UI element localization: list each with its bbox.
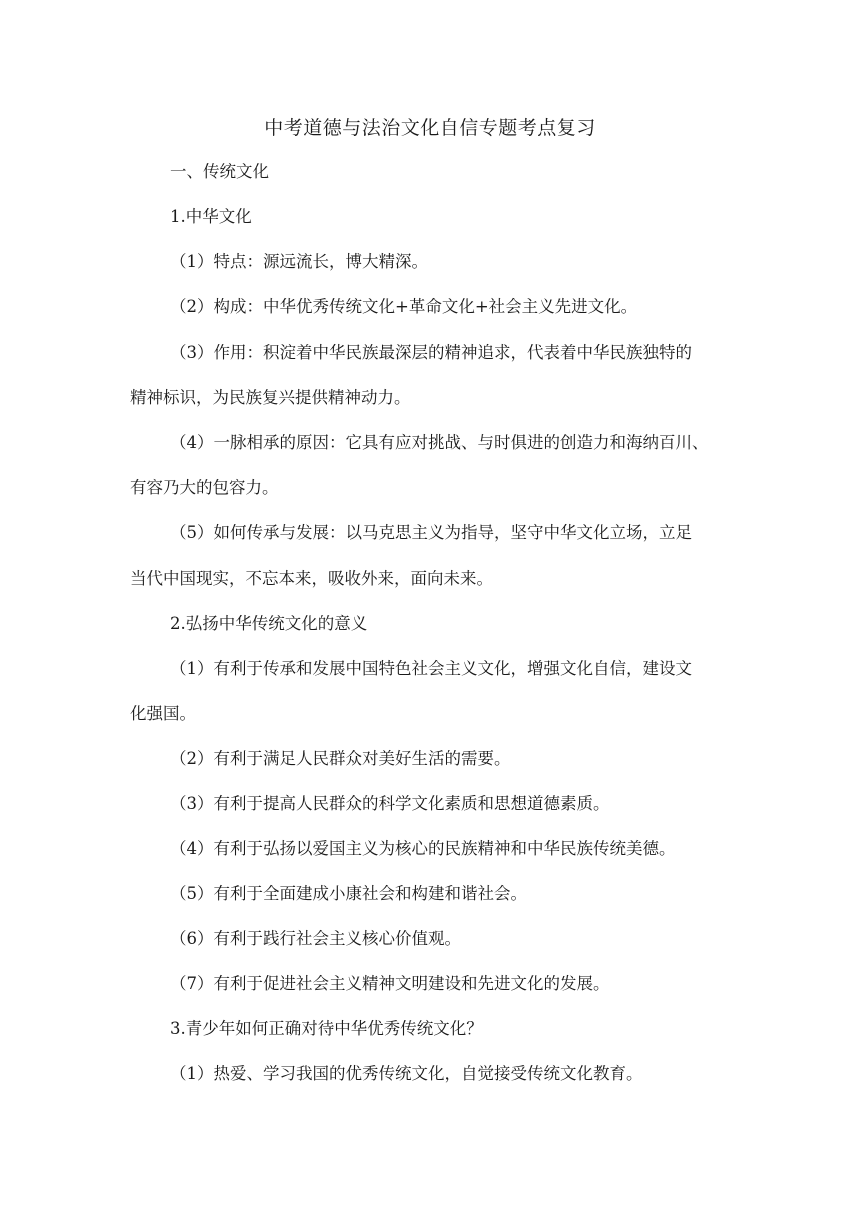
subsection-heading: 1.中华文化 — [170, 207, 252, 226]
section-heading: 一、传统文化 — [170, 162, 269, 181]
paragraph-line: 化强国。 — [130, 704, 196, 723]
paragraph-line: （1）特点：源远流长，博大精深。 — [170, 252, 428, 271]
paragraph-line: （3）作用：积淀着中华民族最深层的精神追求，代表着中华民族独特的 — [170, 343, 692, 362]
paragraph-line: （1）热爱、学习我国的优秀传统文化，自觉接受传统文化教育。 — [170, 1064, 643, 1083]
paragraph-line: （1）有利于传承和发展中国特色社会主义文化，增强文化自信，建设文 — [170, 659, 692, 678]
paragraph-line: 有容乃大的包容力。 — [130, 478, 279, 497]
paragraph-line: （5）如何传承与发展：以马克思主义为指导，坚守中华文化立场，立足 — [170, 523, 692, 542]
paragraph-line: （5）有利于全面建成小康社会和构建和谐社会。 — [170, 884, 527, 903]
paragraph-line: （6）有利于践行社会主义核心价值观。 — [170, 929, 461, 948]
paragraph-line: （2）有利于满足人民群众对美好生活的需要。 — [170, 749, 511, 768]
subsection-heading: 2.弘扬中华传统文化的意义 — [170, 614, 368, 633]
paragraph-line: 精神标识，为民族复兴提供精神动力。 — [130, 388, 411, 407]
paragraph-line: （3）有利于提高人民群众的科学文化素质和思想道德素质。 — [170, 794, 610, 813]
paragraph-line: （4）有利于弘扬以爱国主义为核心的民族精神和中华民族传统美德。 — [170, 839, 676, 858]
paragraph-line: （2）构成：中华优秀传统文化+革命文化+社会主义先进文化。 — [170, 297, 638, 316]
paragraph-line: （4）一脉相承的原因：它具有应对挑战、与时俱进的创造力和海纳百川、 — [170, 433, 709, 452]
document-title: 中考道德与法治文化自信专题考点复习 — [264, 117, 596, 139]
paragraph-line: （7）有利于促进社会主义精神文明建设和先进文化的发展。 — [170, 974, 610, 993]
paragraph-line: 当代中国现实，不忘本来，吸收外来，面向未来。 — [130, 569, 493, 588]
subsection-heading: 3.青少年如何正确对待中华优秀传统文化？ — [170, 1019, 483, 1038]
